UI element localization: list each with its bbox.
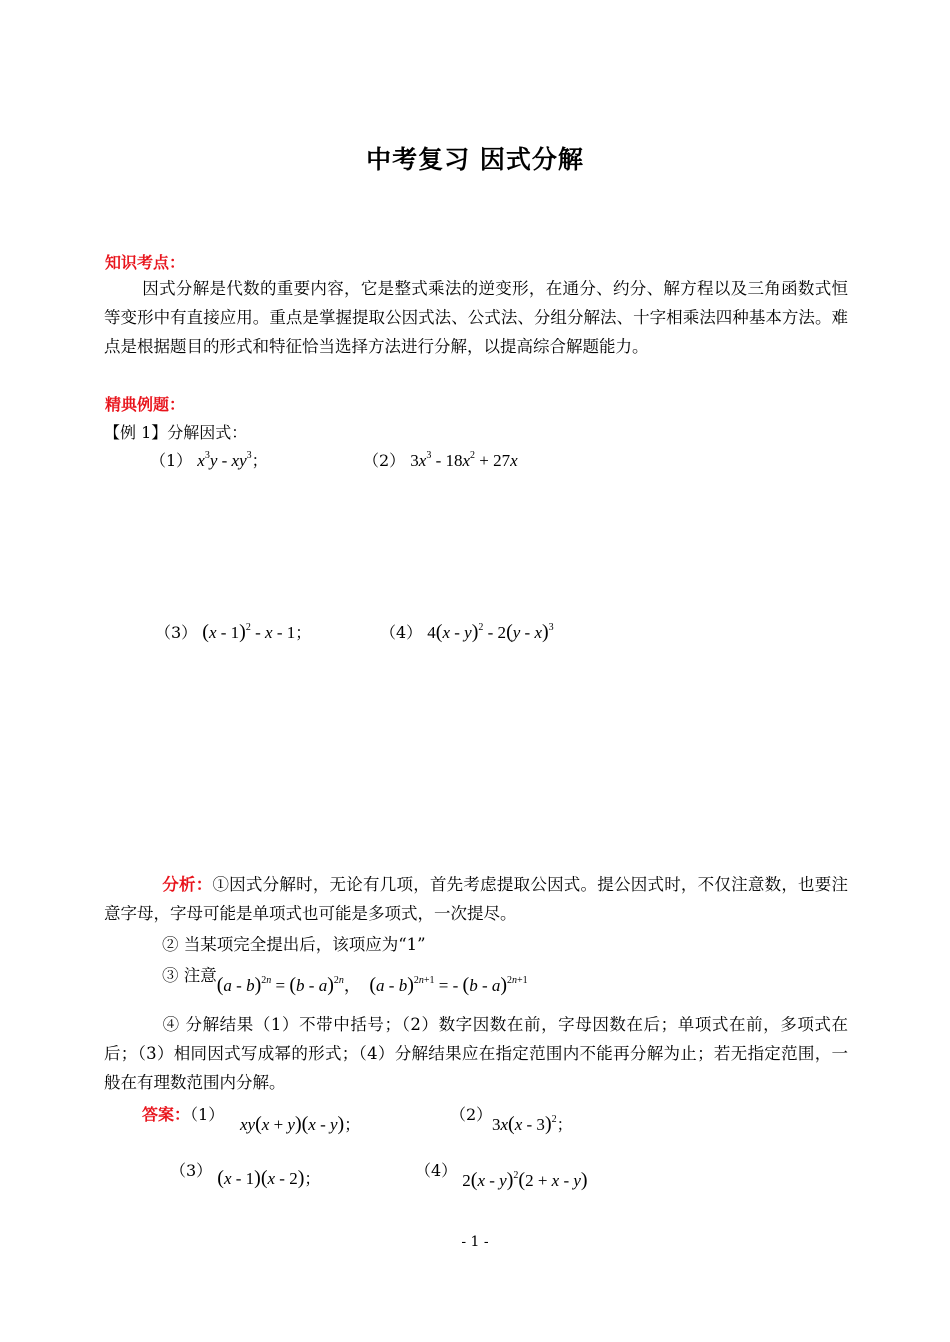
expression: 2(x - y)$^2$(2 + x - y) [462,1169,588,1191]
page-number: - 1 - [461,1234,489,1250]
expression: $x^3y - xy^3$ [197,450,252,470]
analysis-block [104,870,848,1097]
answer-2 [450,1102,492,1125]
item-number: （2） [363,451,406,470]
analysis-paragraph-2: ② 当某项完全提出后，该项应为“1” [162,935,426,954]
example-item-4 [380,620,554,644]
answer-4 [415,1158,588,1191]
analysis-paragraph-3: ③ 注意(a - b)$^{2n}$ = (b - a)$^{2n}$， (a - b)$^{2n+1}$ = - (b - a)$^{2n+1}$ [162,966,528,996]
answers-label: 答案： [142,1105,191,1124]
analysis-label: 分析： [162,875,213,894]
answer-3: （3） (x - 1)(x - 2)； [170,1161,321,1189]
analysis-paragraph-1 [104,870,848,928]
analysis-text-1: ①因式分解时，无论有几项，首先考虑提取公因式。提公因式时，不仅注意数，也要注意字母，字母可能是单项式也可能是多项式，一次提尽。 [104,875,849,923]
item-number: （3） [155,623,198,642]
item-number: （4） [415,1161,458,1180]
expression: 3x(x - 3)$^2$ [492,1113,557,1135]
answer-2-expr: 3x(x - 3)$^2$； [492,1113,573,1135]
knowledge-heading: 知识考点： [105,253,186,272]
item-number: （3） [170,1161,213,1180]
examples-heading: 精典例题： [105,395,186,414]
knowledge-text: 因式分解是代数的重要内容，它是整式乘法的逆变形，在通分、约分、解方程以及三角函数式恒等变形中有直接应用。重点是掌握提取公因式法、公式法、分组分解法、十字相乘法四种基本方法。难点是根据题目的形式和特征恰当选择方法进行分解，以提高综合解题能力。 [104,279,848,356]
expression: (x - 1)(x - 2) [217,1167,305,1189]
item-number: （2） [450,1105,493,1124]
example-item-2 [363,448,518,471]
expression: (x - 1)$^2$ - x - 1 [202,621,296,643]
item-number: （1） [190,1105,225,1124]
knowledge-paragraph [104,274,848,361]
page-title: 中考复习 因式分解 [366,145,584,174]
expression: $3x^3 - 18x^2 + 27x$ [410,450,518,470]
item-number: （1） [150,451,193,470]
example-item-1: （1） $x^3y - xy^3$； [150,450,268,470]
expression: 4(x - y)$^2$ - 2(y - x)$^3$ [427,621,554,643]
analysis-paragraph-4: ④ 分解结果（1）不带中括号；（2）数字因数在前，字母因数在后；单项式在前，多项式在后；（3）相同因式写成幂的形式；（4）分解结果应在指定范围内不能再分解为止；若无指定范围，一般在有理数范围内分解。 [104,1015,848,1092]
example-label: 【例 1】分解因式： [104,423,248,442]
example-item-3: （3） (x - 1)$^2$ - x - 1； [155,621,312,643]
answer-row-1 [142,1102,224,1125]
answer-1: xy(x + y)(x - y)； [240,1113,361,1135]
expression: xy(x + y)(x - y) [240,1113,345,1135]
item-number: （4） [380,623,423,642]
identity-formula: (a - b)$^{2n}$ = (b - a)$^{2n}$， (a - b)$^{2n+1}$ = - (b - a)$^{2n+1}$ [216,974,528,996]
